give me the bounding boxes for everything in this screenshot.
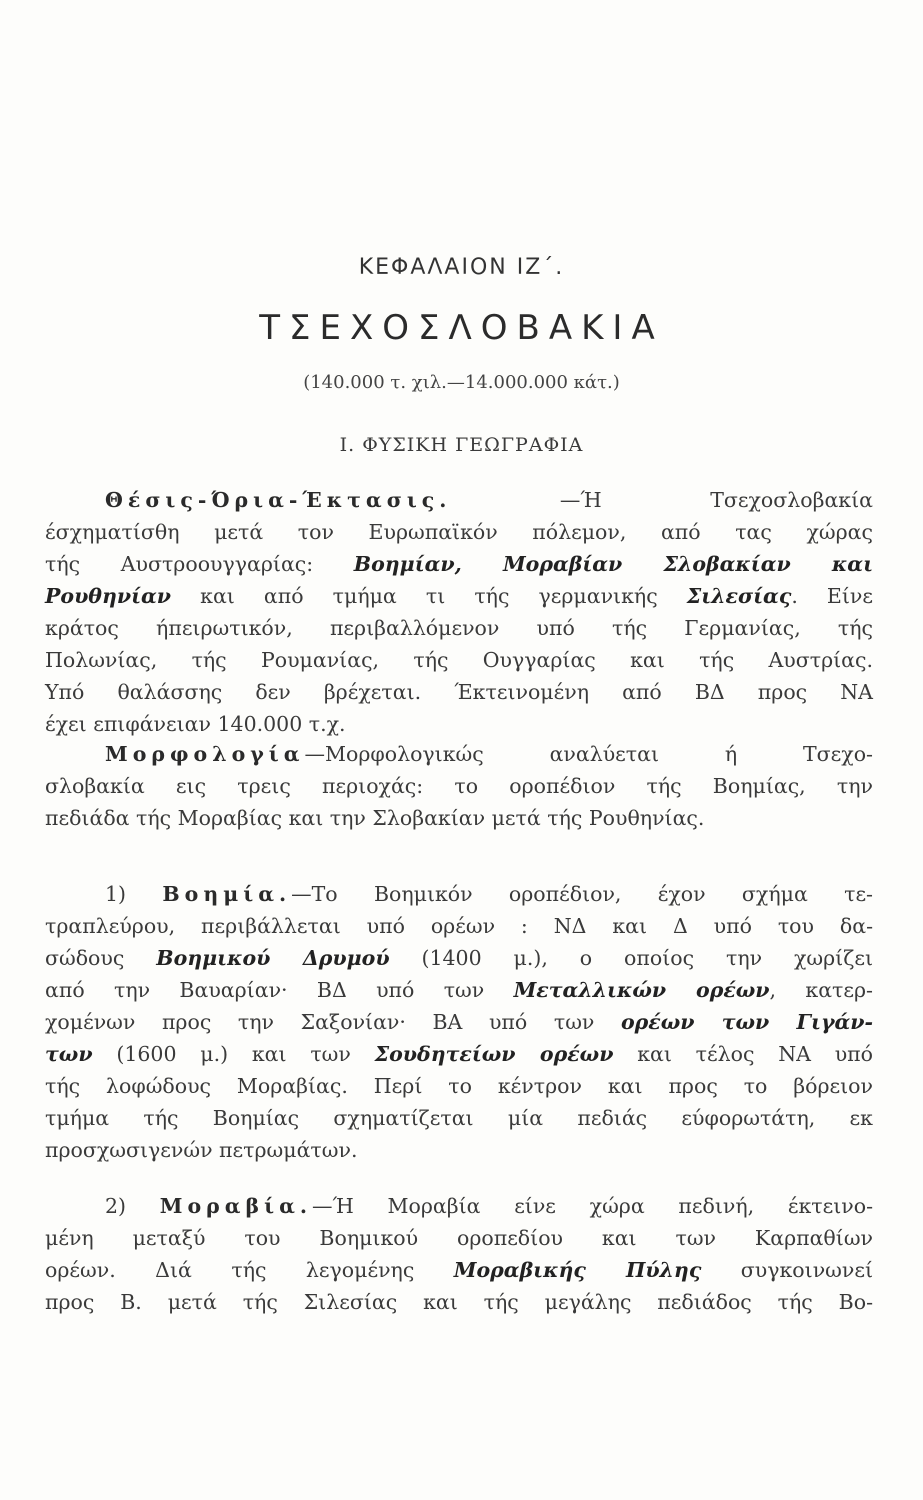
text-run: ορέων. Διά τής λεγομένης bbox=[45, 1258, 454, 1282]
text-run: και από τμήμα τι τής γερμανικής bbox=[171, 584, 687, 608]
paragraph-position-borders bbox=[45, 484, 873, 740]
text-run: (1400 μ.), ο οποίος την χωρίζει bbox=[389, 946, 873, 970]
text-line: μένη μεταξύ του Βοημικού οροπεδίου και των Καρπαθίων bbox=[45, 1226, 873, 1250]
item-number: 1) bbox=[105, 882, 163, 906]
chapter-title: ΤΣΕΧΟΣΛΟΒΑΚΙΑ bbox=[259, 308, 664, 348]
text-line: Πολωνίας, τής Ρουμανίας, τής Ουγγαρίας και τής Αυστρίας. bbox=[45, 648, 873, 672]
chapter-heading: ΚΕΦΑΛΑΙΟΝ ΙΖ΄. bbox=[358, 255, 565, 280]
paragraph-heading: Μοραβία. bbox=[159, 1194, 312, 1218]
paragraph-moravia bbox=[45, 1190, 873, 1318]
text-line: Υπό θαλάσσης δεν βρέχεται. Έκτεινομένη από ΒΔ προς ΝΑ bbox=[45, 680, 873, 704]
text-line bbox=[45, 1254, 873, 1286]
text-line: προσχωσιγενών πετρωμάτων. bbox=[45, 1138, 358, 1162]
text-run: και τέλος ΝΑ υπό bbox=[613, 1042, 873, 1066]
text-line bbox=[45, 1006, 873, 1038]
text-run: , κατερ- bbox=[769, 978, 873, 1002]
paragraph-heading: Μορφολογία bbox=[105, 742, 305, 766]
section-heading: Ι. ΦΥΣΙΚΗ ΓΕΩΓΡΑΦΙΑ bbox=[339, 434, 584, 456]
emphasis-term: Μεταλλικών ορέων bbox=[513, 978, 770, 1002]
text-line bbox=[45, 942, 873, 974]
emphasis-term: Σιλεσίας bbox=[686, 584, 792, 608]
text-line: σλοβακία εις τρεις περιοχάς: το οροπέδιον τής Βοημίας, την bbox=[45, 774, 873, 798]
text-line bbox=[45, 1038, 873, 1070]
text-line: προς Β. μετά τής Σιλεσίας και τής μεγάλης πεδιάδος τής Βο- bbox=[45, 1290, 873, 1314]
text-line: έχει επιφάνειαν 140.000 τ.χ. bbox=[45, 712, 346, 736]
emphasis-term: Μοραβικής Πύλης bbox=[453, 1258, 702, 1282]
area-population-note: (140.000 τ. χιλ.—14.000.000 κάτ.) bbox=[303, 372, 620, 393]
text-line: τραπλεύρου, περιβάλλεται υπό ορέων : ΝΔ και Δ υπό του δα- bbox=[45, 914, 873, 938]
text-run: —Ή Τσεχοσλοβακία bbox=[451, 488, 873, 512]
text-line bbox=[45, 1190, 873, 1222]
text-line bbox=[45, 580, 873, 612]
text-run: από την Βαυαρίαν· ΒΔ υπό των bbox=[45, 978, 514, 1002]
paragraph-bohemia bbox=[45, 878, 873, 1166]
text-line: κράτος ήπειρωτικόν, περιβαλλόμενον υπό τής Γερμανίας, τής bbox=[45, 616, 873, 640]
text-run: —Μορφολογικώς αναλύεται ή Τσεχο- bbox=[304, 742, 873, 766]
text-run: σώδους bbox=[45, 946, 157, 970]
emphasis-term: Ρουθηνίαν bbox=[45, 584, 172, 608]
text-run: —Ή Μοραβία είνε χώρα πεδινή, έκτεινο- bbox=[312, 1194, 874, 1218]
paragraph-heading: Θέσις-Όρια-Έκτασις. bbox=[105, 488, 452, 512]
text-run: τής Αυστροουγγαρίας: bbox=[45, 552, 354, 576]
text-line bbox=[45, 484, 873, 516]
emphasis-term: των bbox=[45, 1042, 93, 1066]
text-line: τής λοφώδους Μοραβίας. Περί το κέντρον και προς το βόρειον bbox=[45, 1074, 873, 1098]
paragraph-heading: Βοημία. bbox=[162, 882, 292, 906]
emphasis-term: ορέων των Γιγάν- bbox=[620, 1010, 873, 1034]
text-run: . Είνε bbox=[791, 584, 873, 608]
text-line: έσχηματίσθη μετά τον Ευρωπαϊκόν πόλεμον, από τας χώρας bbox=[45, 520, 873, 544]
emphasis-term: Σουδητείων ορέων bbox=[374, 1042, 614, 1066]
text-line: τμήμα τής Βοημίας σχηματίζεται μία πεδιάς εύφορωτάτη, εκ bbox=[45, 1106, 873, 1130]
item-number: 2) bbox=[105, 1194, 160, 1218]
text-line bbox=[45, 878, 873, 910]
text-run: —Το Βοημικόν οροπέδιον, έχον σχήμα τε- bbox=[291, 882, 873, 906]
emphasis-term: Βοημικού Δρυμού bbox=[156, 946, 390, 970]
text-run: (1600 μ.) και των bbox=[92, 1042, 375, 1066]
text-line: πεδιάδα τής Μοραβίας και την Σλοβακίαν μετά τής Ρουθηνίας. bbox=[45, 806, 705, 830]
text-line bbox=[45, 548, 873, 580]
text-line bbox=[45, 738, 873, 770]
paragraph-morphology bbox=[45, 738, 873, 834]
text-line bbox=[45, 974, 873, 1006]
emphasis-term: Βοημίαν, Μοραβίαν Σλοβακίαν και bbox=[353, 552, 873, 576]
text-run: χομένων προς την Σαξονίαν· ΒΑ υπό των bbox=[45, 1010, 621, 1034]
text-run: συγκοινωνεί bbox=[701, 1258, 873, 1282]
